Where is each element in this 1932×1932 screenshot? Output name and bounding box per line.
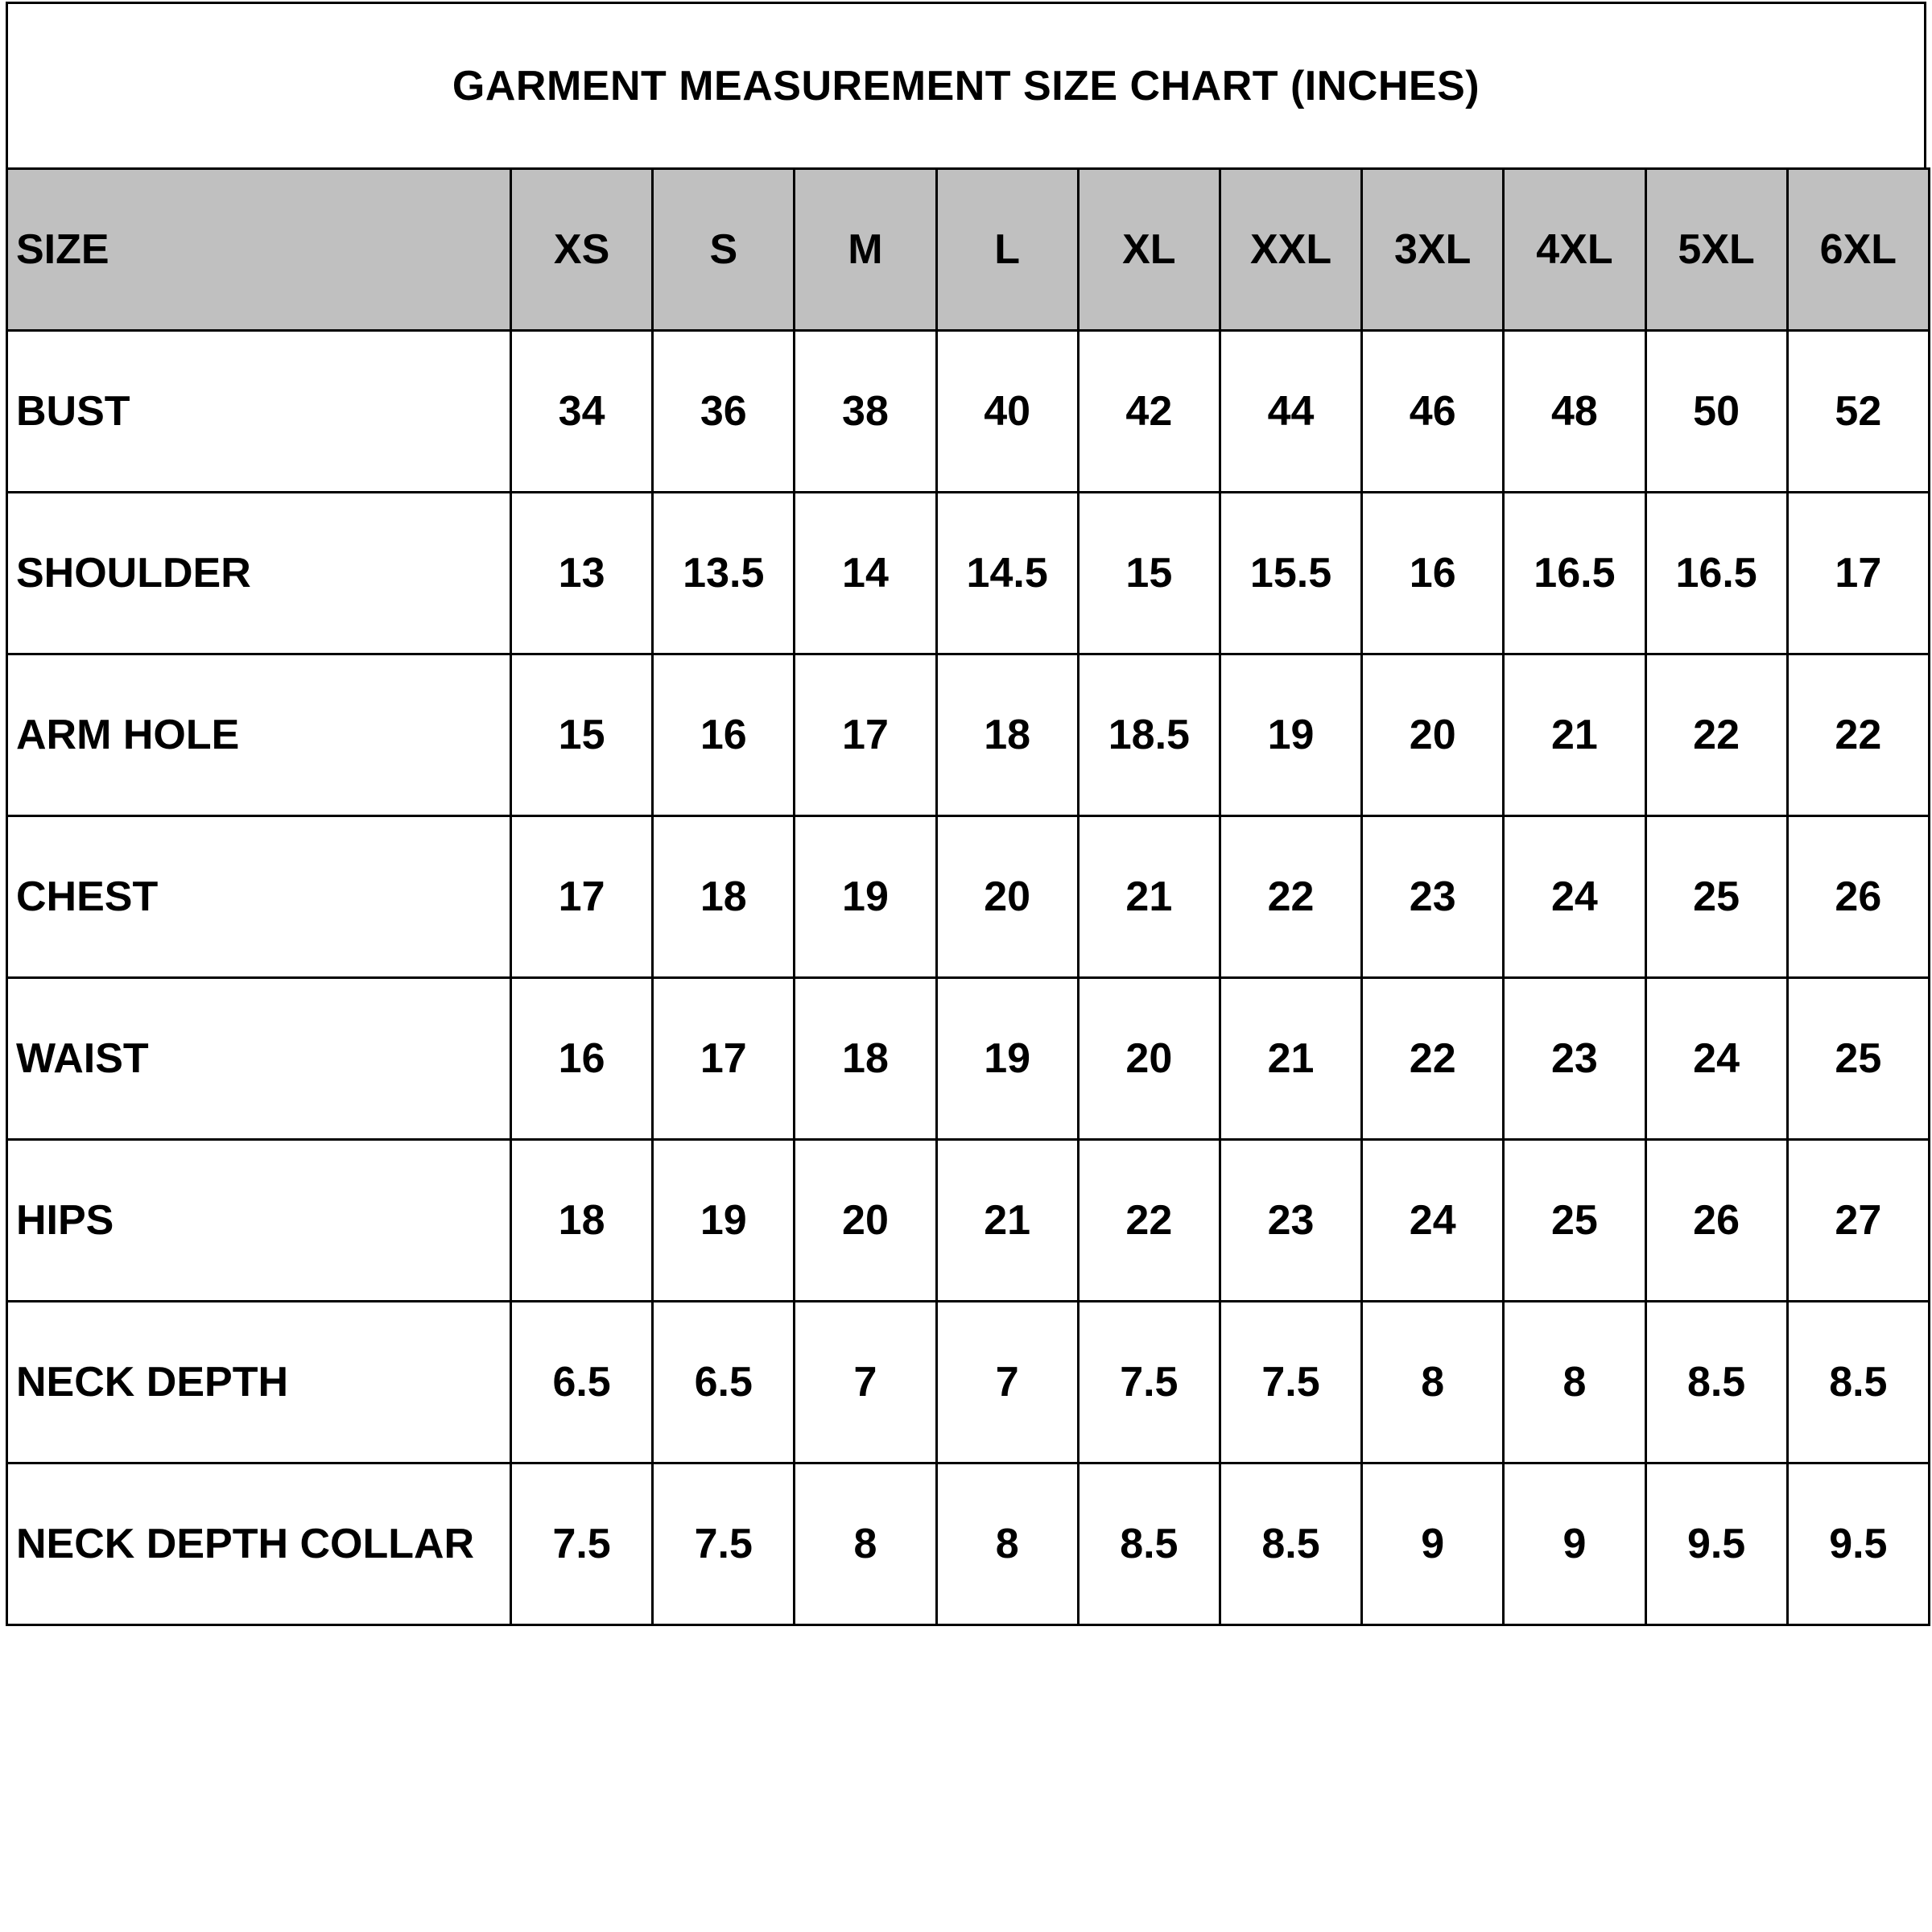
- measurement-cell: 26: [1787, 816, 1929, 978]
- measurement-cell: 22: [1078, 1140, 1220, 1302]
- measurement-cell: 21: [1078, 816, 1220, 978]
- measurement-cell: 7.5: [1078, 1302, 1220, 1463]
- measurement-cell: 8.5: [1220, 1463, 1361, 1625]
- measurement-cell: 14.5: [936, 493, 1078, 654]
- measurement-cell: 18: [936, 654, 1078, 816]
- measurement-cell: 22: [1362, 978, 1504, 1140]
- table-row: [7, 816, 1930, 978]
- measurement-cell: 25: [1787, 978, 1929, 1140]
- measurement-cell: 18: [795, 978, 936, 1140]
- measurement-cell: 17: [1787, 493, 1929, 654]
- measurement-cell: 18.5: [1078, 654, 1220, 816]
- measurement-cell: 6.5: [653, 1302, 795, 1463]
- measurement-cell: 19: [653, 1140, 795, 1302]
- measurement-cell: 17: [795, 654, 936, 816]
- measurement-cell: 24: [1504, 816, 1645, 978]
- row-label: NECK DEPTH: [7, 1302, 511, 1463]
- measurement-cell: 13.5: [653, 493, 795, 654]
- measurement-cell: 9.5: [1787, 1463, 1929, 1625]
- row-label: NECK DEPTH COLLAR: [7, 1463, 511, 1625]
- measurement-cell: 22: [1645, 654, 1787, 816]
- table-row: [7, 978, 1930, 1140]
- measurement-cell: 25: [1504, 1140, 1645, 1302]
- size-header-cell: XS: [511, 169, 653, 331]
- measurement-cell: 23: [1504, 978, 1645, 1140]
- measurement-cell: 19: [936, 978, 1078, 1140]
- measurement-cell: 9.5: [1645, 1463, 1787, 1625]
- measurement-cell: 15.5: [1220, 493, 1361, 654]
- table-row: [7, 331, 1930, 493]
- size-header-cell: M: [795, 169, 936, 331]
- measurement-cell: 7.5: [511, 1463, 653, 1625]
- measurement-cell: 7.5: [653, 1463, 795, 1625]
- measurement-cell: 25: [1645, 816, 1787, 978]
- measurement-cell: 24: [1362, 1140, 1504, 1302]
- measurement-cell: 46: [1362, 331, 1504, 493]
- measurement-cell: 16: [511, 978, 653, 1140]
- measurement-cell: 42: [1078, 331, 1220, 493]
- row-label: BUST: [7, 331, 511, 493]
- measurement-cell: 34: [511, 331, 653, 493]
- measurement-cell: 44: [1220, 331, 1361, 493]
- measurement-cell: 8: [1504, 1302, 1645, 1463]
- size-header-cell: XL: [1078, 169, 1220, 331]
- measurement-cell: 19: [1220, 654, 1361, 816]
- measurement-cell: 22: [1787, 654, 1929, 816]
- measurement-cell: 8.5: [1787, 1302, 1929, 1463]
- table-row: [7, 1140, 1930, 1302]
- measurement-cell: 40: [936, 331, 1078, 493]
- measurement-cell: 20: [795, 1140, 936, 1302]
- chart-title-box: [6, 2, 1926, 167]
- measurement-cell: 26: [1645, 1140, 1787, 1302]
- measurement-cell: 36: [653, 331, 795, 493]
- size-header-cell: L: [936, 169, 1078, 331]
- measurement-cell: 8: [936, 1463, 1078, 1625]
- measurement-cell: 6.5: [511, 1302, 653, 1463]
- measurement-cell: 18: [511, 1140, 653, 1302]
- row-label: ARM HOLE: [7, 654, 511, 816]
- measurement-cell: 7: [795, 1302, 936, 1463]
- measurement-cell: 9: [1504, 1463, 1645, 1625]
- size-chart-table: [6, 167, 1930, 1626]
- measurement-cell: 22: [1220, 816, 1361, 978]
- table-body: [7, 331, 1930, 1625]
- table-row: [7, 1302, 1930, 1463]
- measurement-cell: 27: [1787, 1140, 1929, 1302]
- row-label: WAIST: [7, 978, 511, 1140]
- table-row: [7, 1463, 1930, 1625]
- measurement-cell: 18: [653, 816, 795, 978]
- measurement-cell: 52: [1787, 331, 1929, 493]
- measurement-cell: 9: [1362, 1463, 1504, 1625]
- table-row: [7, 493, 1930, 654]
- size-header-cell: 6XL: [1787, 169, 1929, 331]
- measurement-cell: 16: [1362, 493, 1504, 654]
- measurement-cell: 20: [1362, 654, 1504, 816]
- measurement-cell: 19: [795, 816, 936, 978]
- measurement-cell: 16: [653, 654, 795, 816]
- measurement-cell: 23: [1362, 816, 1504, 978]
- measurement-cell: 21: [1220, 978, 1361, 1140]
- measurement-cell: 16.5: [1645, 493, 1787, 654]
- measurement-cell: 8: [795, 1463, 936, 1625]
- size-header-cell: 3XL: [1362, 169, 1504, 331]
- measurement-cell: 8.5: [1078, 1463, 1220, 1625]
- measurement-cell: 23: [1220, 1140, 1361, 1302]
- measurement-cell: 17: [511, 816, 653, 978]
- size-header-cell: 5XL: [1645, 169, 1787, 331]
- measurement-cell: 24: [1645, 978, 1787, 1140]
- measurement-cell: 8: [1362, 1302, 1504, 1463]
- measurement-cell: 21: [1504, 654, 1645, 816]
- size-header-cell: S: [653, 169, 795, 331]
- row-label: HIPS: [7, 1140, 511, 1302]
- size-header-cell: XXL: [1220, 169, 1361, 331]
- table-header: [7, 169, 1930, 331]
- measurement-cell: 16.5: [1504, 493, 1645, 654]
- chart-title: GARMENT MEASUREMENT SIZE CHART (INCHES): [452, 62, 1480, 109]
- measurement-cell: 15: [1078, 493, 1220, 654]
- measurement-cell: 50: [1645, 331, 1787, 493]
- measurement-cell: 14: [795, 493, 936, 654]
- measurement-cell: 48: [1504, 331, 1645, 493]
- measurement-cell: 21: [936, 1140, 1078, 1302]
- measurement-cell: 13: [511, 493, 653, 654]
- measurement-cell: 17: [653, 978, 795, 1140]
- size-header-cell: 4XL: [1504, 169, 1645, 331]
- table-row: [7, 654, 1930, 816]
- size-header-label: SIZE: [7, 169, 511, 331]
- row-label: CHEST: [7, 816, 511, 978]
- measurement-cell: 7: [936, 1302, 1078, 1463]
- measurement-cell: 7.5: [1220, 1302, 1361, 1463]
- measurement-cell: 8.5: [1645, 1302, 1787, 1463]
- measurement-cell: 15: [511, 654, 653, 816]
- measurement-cell: 20: [1078, 978, 1220, 1140]
- row-label: SHOULDER: [7, 493, 511, 654]
- measurement-cell: 38: [795, 331, 936, 493]
- header-row: [7, 169, 1930, 331]
- measurement-cell: 20: [936, 816, 1078, 978]
